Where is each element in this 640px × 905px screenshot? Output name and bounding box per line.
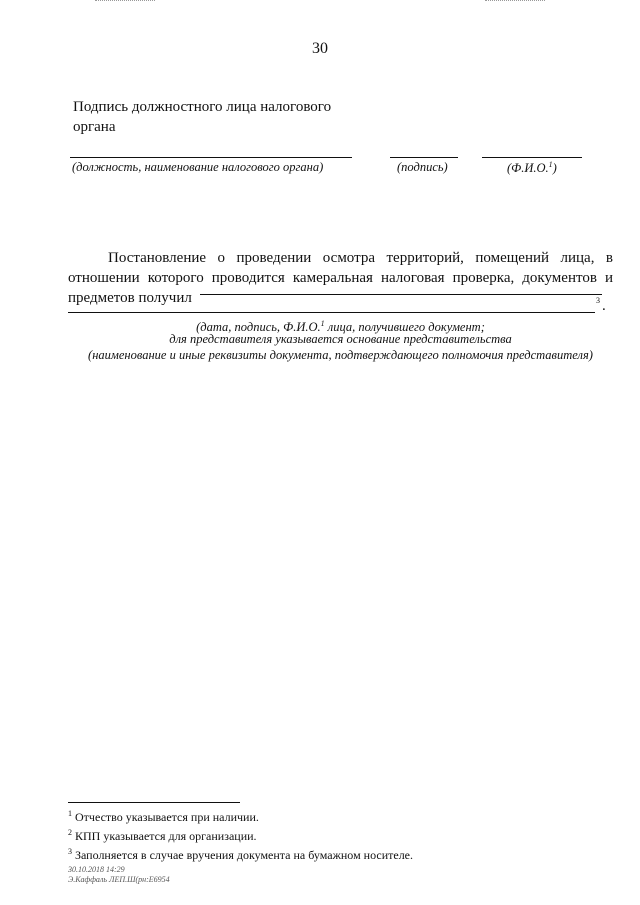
registration-stamp: [68, 865, 170, 885]
position-caption: (должность, наименование налогового органа): [72, 160, 324, 174]
footnote-item: [68, 825, 413, 844]
footnote-mark: 3: [68, 847, 72, 856]
signature-caption: (подпись): [397, 160, 448, 174]
stamp-code: Э.Каффаль ЛЕП.Ш(рн:Е6954: [68, 875, 170, 884]
fio-line: [482, 157, 582, 158]
received-by-line-2: [68, 312, 595, 313]
footnote-separator: [68, 802, 240, 803]
fio-caption-text: (Ф.И.О.: [507, 161, 549, 176]
page-number: 30: [312, 40, 328, 57]
stamp-date: 30.10.2018 14:29: [68, 865, 125, 874]
top-edge-mark: [95, 0, 155, 3]
fio-caption-footnote-mark: 1: [548, 160, 553, 169]
footnote-mark: 1: [68, 809, 72, 818]
footnote-text: Отчество указывается при наличии.: [72, 810, 259, 824]
footnote-text: КПП указывается для организации.: [72, 829, 257, 843]
footnotes: [68, 806, 413, 863]
fio-caption: [507, 160, 557, 176]
resolution-paragraph: [68, 248, 613, 308]
received-by-line: [200, 294, 602, 295]
footnote-item: [68, 806, 413, 825]
received-caption-footnote-mark: 1: [320, 319, 325, 328]
received-caption-line2: для представителя указывается основание представительства: [169, 332, 512, 346]
footnote-text: Заполняется в случае вручения документа на бумажном носителе.: [72, 848, 414, 862]
received-caption-line3: (наименование и иные реквизиты документа, подтверждающего полномочия представителя): [88, 348, 593, 362]
footnote-mark: 2: [68, 828, 72, 837]
received-end-dot: .: [602, 298, 606, 314]
fio-caption-end: ): [552, 161, 557, 176]
footnote-item: [68, 844, 413, 863]
received-caption-text: (дата, подпись, Ф.И.О.: [196, 320, 321, 335]
received-caption-text-end: лица, получившего документ;: [324, 320, 485, 335]
received-footnote-mark: 3: [596, 296, 600, 305]
signature-line: [390, 157, 458, 158]
resolution-text: Постановление о проведении осмотра территорий, помещений лица, в отношении которого проводится камеральная налоговая проверка, документов и предметов получил: [68, 250, 613, 306]
top-edge-mark: [485, 0, 545, 3]
signature-block-title: Подпись должностного лица налогового органа: [73, 99, 332, 135]
position-line: [70, 157, 352, 158]
